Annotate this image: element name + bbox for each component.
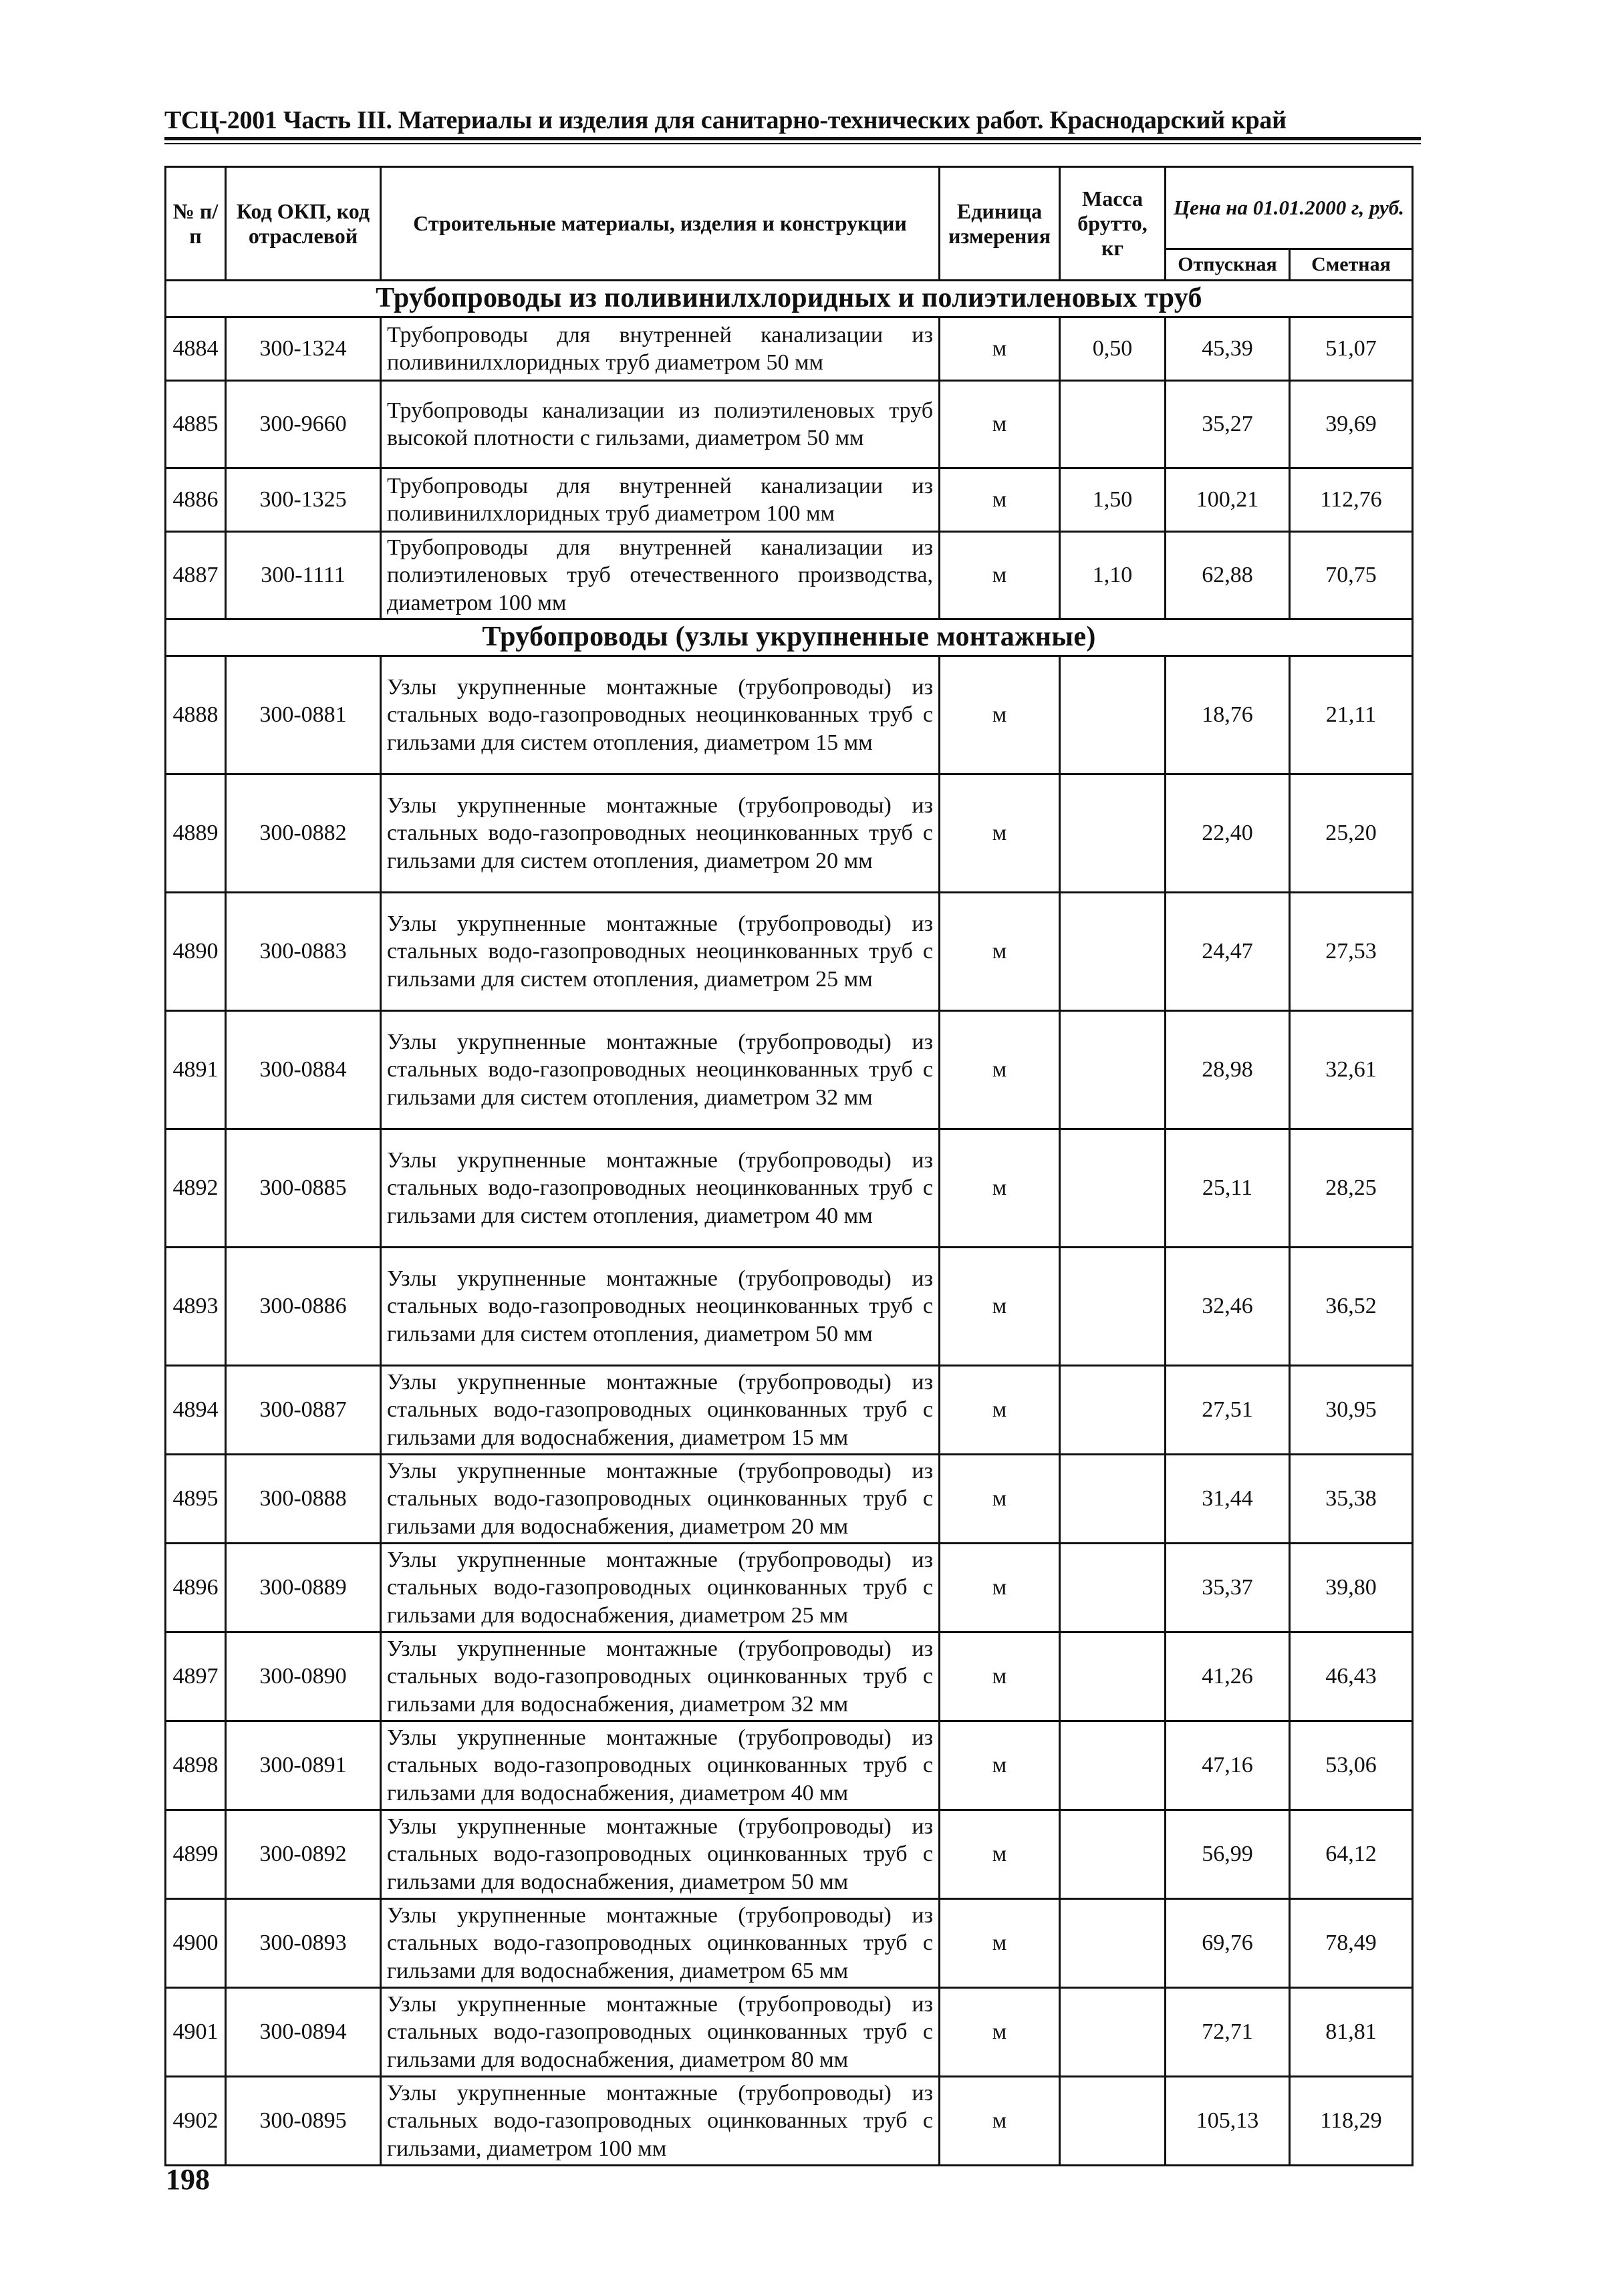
row-mass <box>1060 1810 1166 1899</box>
table-row <box>166 532 1413 619</box>
row-name: Узлы укрупненные монтажные (трубопроводы) из стальных водо-газопроводных оцинкованных труб с гильзами для водоснабжения, диаметром 25 мм <box>381 1544 940 1632</box>
row-code: 300-0887 <box>226 1366 381 1455</box>
row-price-estimate: 39,69 <box>1290 381 1413 468</box>
running-head: ТСЦ-2001 Часть III. Материалы и изделия для санитарно-технических работ. Краснодарский край <box>164 106 1287 134</box>
row-price-estimate: 32,61 <box>1290 1011 1413 1129</box>
row-mass <box>1060 1988 1166 2077</box>
row-price-estimate: 25,20 <box>1290 774 1413 893</box>
row-name: Узлы укрупненные монтажные (трубопроводы) из стальных водо-газопроводных неоцинкованных труб с гильзами для систем отопления, диаметром 32 мм <box>381 1011 940 1129</box>
row-unit: м <box>940 381 1060 468</box>
section-title: Трубопроводы (узлы укрупненные монтажные) <box>166 619 1413 656</box>
table-row <box>166 468 1413 532</box>
row-name: Узлы укрупненные монтажные (трубопроводы) из стальных водо-газопроводных неоцинкованных труб с гильзами для систем отопления, диаметром 15 мм <box>381 656 940 774</box>
row-unit: м <box>940 1988 1060 2077</box>
row-name: Узлы укрупненные монтажные (трубопроводы) из стальных водо-газопроводных неоцинкованных труб с гильзами для систем отопления, диаметром 20 мм <box>381 774 940 893</box>
row-num: 4896 <box>166 1544 226 1632</box>
header-row <box>166 167 1413 249</box>
row-name: Трубопроводы для внутренней канализации из полиэтиленовых труб отечественного производства, диаметром 100 мм <box>381 532 940 619</box>
row-unit: м <box>940 468 1060 532</box>
row-num: 4889 <box>166 774 226 893</box>
row-name: Узлы укрупненные монтажные (трубопроводы) из стальных водо-газопроводных оцинкованных труб с гильзами для водоснабжения, диаметром 15 мм <box>381 1366 940 1455</box>
row-unit: м <box>940 2077 1060 2166</box>
table-row <box>166 1988 1413 2077</box>
row-num: 4895 <box>166 1455 226 1544</box>
row-name: Узлы укрупненные монтажные (трубопроводы) из стальных водо-газопроводных оцинкованных труб с гильзами для водоснабжения, диаметром 20 мм <box>381 1455 940 1544</box>
row-price-release: 28,98 <box>1166 1011 1290 1129</box>
row-price-release: 62,88 <box>1166 532 1290 619</box>
row-price-estimate: 21,11 <box>1290 656 1413 774</box>
page-number: 198 <box>166 2163 210 2196</box>
row-unit: м <box>940 893 1060 1011</box>
row-price-release: 41,26 <box>1166 1632 1290 1721</box>
row-unit: м <box>940 1899 1060 1988</box>
header-unit: Единица измерения <box>940 167 1060 281</box>
table-row <box>166 893 1413 1011</box>
row-price-release: 105,13 <box>1166 2077 1290 2166</box>
row-num: 4884 <box>166 317 226 381</box>
row-name: Узлы укрупненные монтажные (трубопроводы) из стальных водо-газопроводных оцинкованных труб с гильзами для водоснабжения, диаметром 50 мм <box>381 1810 940 1899</box>
row-price-release: 31,44 <box>1166 1455 1290 1544</box>
row-price-estimate: 53,06 <box>1290 1721 1413 1810</box>
row-name: Узлы укрупненные монтажные (трубопроводы) из стальных водо-газопроводных оцинкованных труб с гильзами для водоснабжения, диаметром 80 мм <box>381 1988 940 2077</box>
row-code: 300-0886 <box>226 1248 381 1366</box>
table-row <box>166 1721 1413 1810</box>
row-name: Трубопроводы для внутренней канализации из поливинилхлоридных труб диаметром 100 мм <box>381 468 940 532</box>
row-code: 300-0881 <box>226 656 381 774</box>
row-mass <box>1060 1248 1166 1366</box>
section-row <box>166 281 1413 317</box>
row-mass <box>1060 1632 1166 1721</box>
row-num: 4894 <box>166 1366 226 1455</box>
row-num: 4898 <box>166 1721 226 1810</box>
header-code: Код ОКП, код отраслевой <box>226 167 381 281</box>
row-price-release: 69,76 <box>1166 1899 1290 1988</box>
row-code: 300-1325 <box>226 468 381 532</box>
row-mass <box>1060 774 1166 893</box>
header-name: Строительные материалы, изделия и конструкции <box>381 167 940 281</box>
row-price-release: 35,37 <box>1166 1544 1290 1632</box>
row-code: 300-0882 <box>226 774 381 893</box>
row-name: Узлы укрупненные монтажные (трубопроводы) из стальных водо-газопроводных неоцинкованных труб с гильзами для систем отопления, диаметром 25 мм <box>381 893 940 1011</box>
table-body <box>166 281 1413 2166</box>
row-name: Узлы укрупненные монтажные (трубопроводы) из стальных водо-газопроводных неоцинкованных труб с гильзами для систем отопления, диаметром 40 мм <box>381 1129 940 1248</box>
row-mass <box>1060 381 1166 468</box>
row-price-estimate: 27,53 <box>1290 893 1413 1011</box>
row-name: Узлы укрупненные монтажные (трубопроводы) из стальных водо-газопроводных оцинкованных труб с гильзами для водоснабжения, диаметром 40 мм <box>381 1721 940 1810</box>
row-price-release: 100,21 <box>1166 468 1290 532</box>
row-num: 4900 <box>166 1899 226 1988</box>
row-code: 300-0892 <box>226 1810 381 1899</box>
table-row <box>166 381 1413 468</box>
row-price-release: 22,40 <box>1166 774 1290 893</box>
row-price-estimate: 39,80 <box>1290 1544 1413 1632</box>
row-price-release: 35,27 <box>1166 381 1290 468</box>
row-code: 300-1324 <box>226 317 381 381</box>
row-name: Трубопроводы канализации из полиэтиленовых труб высокой плотности с гильзами, диаметром 50 мм <box>381 381 940 468</box>
header-price-estimate: Сметная <box>1290 249 1413 281</box>
row-unit: м <box>940 1810 1060 1899</box>
row-price-estimate: 81,81 <box>1290 1988 1413 2077</box>
row-price-release: 32,46 <box>1166 1248 1290 1366</box>
row-name: Узлы укрупненные монтажные (трубопроводы) из стальных водо-газопроводных оцинкованных труб с гильзами для водоснабжения, диаметром 32 мм <box>381 1632 940 1721</box>
row-unit: м <box>940 532 1060 619</box>
row-mass <box>1060 1366 1166 1455</box>
row-unit: м <box>940 1011 1060 1129</box>
header-price-group: Цена на 01.01.2000 г, руб. <box>1166 167 1413 249</box>
row-price-estimate: 118,29 <box>1290 2077 1413 2166</box>
row-mass <box>1060 1721 1166 1810</box>
section-row <box>166 619 1413 656</box>
row-num: 4887 <box>166 532 226 619</box>
table-row <box>166 1544 1413 1632</box>
row-code: 300-0895 <box>226 2077 381 2166</box>
row-mass <box>1060 1899 1166 1988</box>
row-num: 4893 <box>166 1248 226 1366</box>
row-name: Узлы укрупненные монтажные (трубопроводы) из стальных водо-газопроводных оцинкованных труб с гильзами, диаметром 100 мм <box>381 2077 940 2166</box>
section-title: Трубопроводы из поливинилхлоридных и полиэтиленовых труб <box>166 281 1413 317</box>
row-code: 300-0893 <box>226 1899 381 1988</box>
row-price-release: 25,11 <box>1166 1129 1290 1248</box>
row-mass: 1,10 <box>1060 532 1166 619</box>
row-num: 4899 <box>166 1810 226 1899</box>
row-price-release: 24,47 <box>1166 893 1290 1011</box>
header-rule <box>164 137 1421 140</box>
row-unit: м <box>940 1248 1060 1366</box>
row-unit: м <box>940 317 1060 381</box>
row-price-estimate: 46,43 <box>1290 1632 1413 1721</box>
row-name: Узлы укрупненные монтажные (трубопроводы) из стальных водо-газопроводных неоцинкованных труб с гильзами для систем отопления, диаметром 50 мм <box>381 1248 940 1366</box>
price-table <box>164 166 1414 2166</box>
row-code: 300-0889 <box>226 1544 381 1632</box>
table-row <box>166 656 1413 774</box>
row-price-estimate: 28,25 <box>1290 1129 1413 1248</box>
header-mass: Масса брутто, кг <box>1060 167 1166 281</box>
row-code: 300-0894 <box>226 1988 381 2077</box>
row-mass <box>1060 1129 1166 1248</box>
table-row <box>166 1455 1413 1544</box>
table-row <box>166 1011 1413 1129</box>
header-rule-thin <box>164 143 1421 144</box>
row-price-estimate: 112,76 <box>1290 468 1413 532</box>
row-price-release: 56,99 <box>1166 1810 1290 1899</box>
row-code: 300-0890 <box>226 1632 381 1721</box>
row-price-release: 18,76 <box>1166 656 1290 774</box>
row-mass <box>1060 1455 1166 1544</box>
row-price-release: 45,39 <box>1166 317 1290 381</box>
row-num: 4901 <box>166 1988 226 2077</box>
row-price-estimate: 30,95 <box>1290 1366 1413 1455</box>
row-num: 4897 <box>166 1632 226 1721</box>
row-num: 4885 <box>166 381 226 468</box>
row-unit: м <box>940 1721 1060 1810</box>
row-unit: м <box>940 1632 1060 1721</box>
row-code: 300-0891 <box>226 1721 381 1810</box>
row-num: 4886 <box>166 468 226 532</box>
row-price-estimate: 70,75 <box>1290 532 1413 619</box>
row-mass <box>1060 1544 1166 1632</box>
table-row <box>166 1248 1413 1366</box>
row-num: 4902 <box>166 2077 226 2166</box>
row-price-release: 72,71 <box>1166 1988 1290 2077</box>
row-unit: м <box>940 656 1060 774</box>
row-name: Трубопроводы для внутренней канализации из поливинилхлоридных труб диаметром 50 мм <box>381 317 940 381</box>
row-mass <box>1060 2077 1166 2166</box>
table-row <box>166 1899 1413 1988</box>
row-num: 4892 <box>166 1129 226 1248</box>
row-unit: м <box>940 1366 1060 1455</box>
row-unit: м <box>940 1544 1060 1632</box>
row-price-release: 27,51 <box>1166 1366 1290 1455</box>
row-mass: 0,50 <box>1060 317 1166 381</box>
row-num: 4888 <box>166 656 226 774</box>
row-mass <box>1060 656 1166 774</box>
table-row <box>166 1366 1413 1455</box>
row-price-estimate: 35,38 <box>1290 1455 1413 1544</box>
row-unit: м <box>940 1455 1060 1544</box>
row-price-estimate: 78,49 <box>1290 1899 1413 1988</box>
row-num: 4891 <box>166 1011 226 1129</box>
table-row <box>166 2077 1413 2166</box>
row-unit: м <box>940 774 1060 893</box>
row-code: 300-1111 <box>226 532 381 619</box>
row-code: 300-0883 <box>226 893 381 1011</box>
row-code: 300-9660 <box>226 381 381 468</box>
row-name: Узлы укрупненные монтажные (трубопроводы) из стальных водо-газопроводных оцинкованных труб с гильзами для водоснабжения, диаметром 65 мм <box>381 1899 940 1988</box>
header-price-release: Отпускная <box>1166 249 1290 281</box>
row-mass: 1,50 <box>1060 468 1166 532</box>
table-row <box>166 1810 1413 1899</box>
table-row <box>166 774 1413 893</box>
row-code: 300-0884 <box>226 1011 381 1129</box>
row-code: 300-0885 <box>226 1129 381 1248</box>
row-mass <box>1060 893 1166 1011</box>
table-row <box>166 1129 1413 1248</box>
row-price-estimate: 64,12 <box>1290 1810 1413 1899</box>
row-price-estimate: 51,07 <box>1290 317 1413 381</box>
row-price-estimate: 36,52 <box>1290 1248 1413 1366</box>
row-mass <box>1060 1011 1166 1129</box>
header-num: № п/п <box>166 167 226 281</box>
row-unit: м <box>940 1129 1060 1248</box>
table-row <box>166 1632 1413 1721</box>
row-num: 4890 <box>166 893 226 1011</box>
row-price-release: 47,16 <box>1166 1721 1290 1810</box>
row-code: 300-0888 <box>226 1455 381 1544</box>
table-row <box>166 317 1413 381</box>
